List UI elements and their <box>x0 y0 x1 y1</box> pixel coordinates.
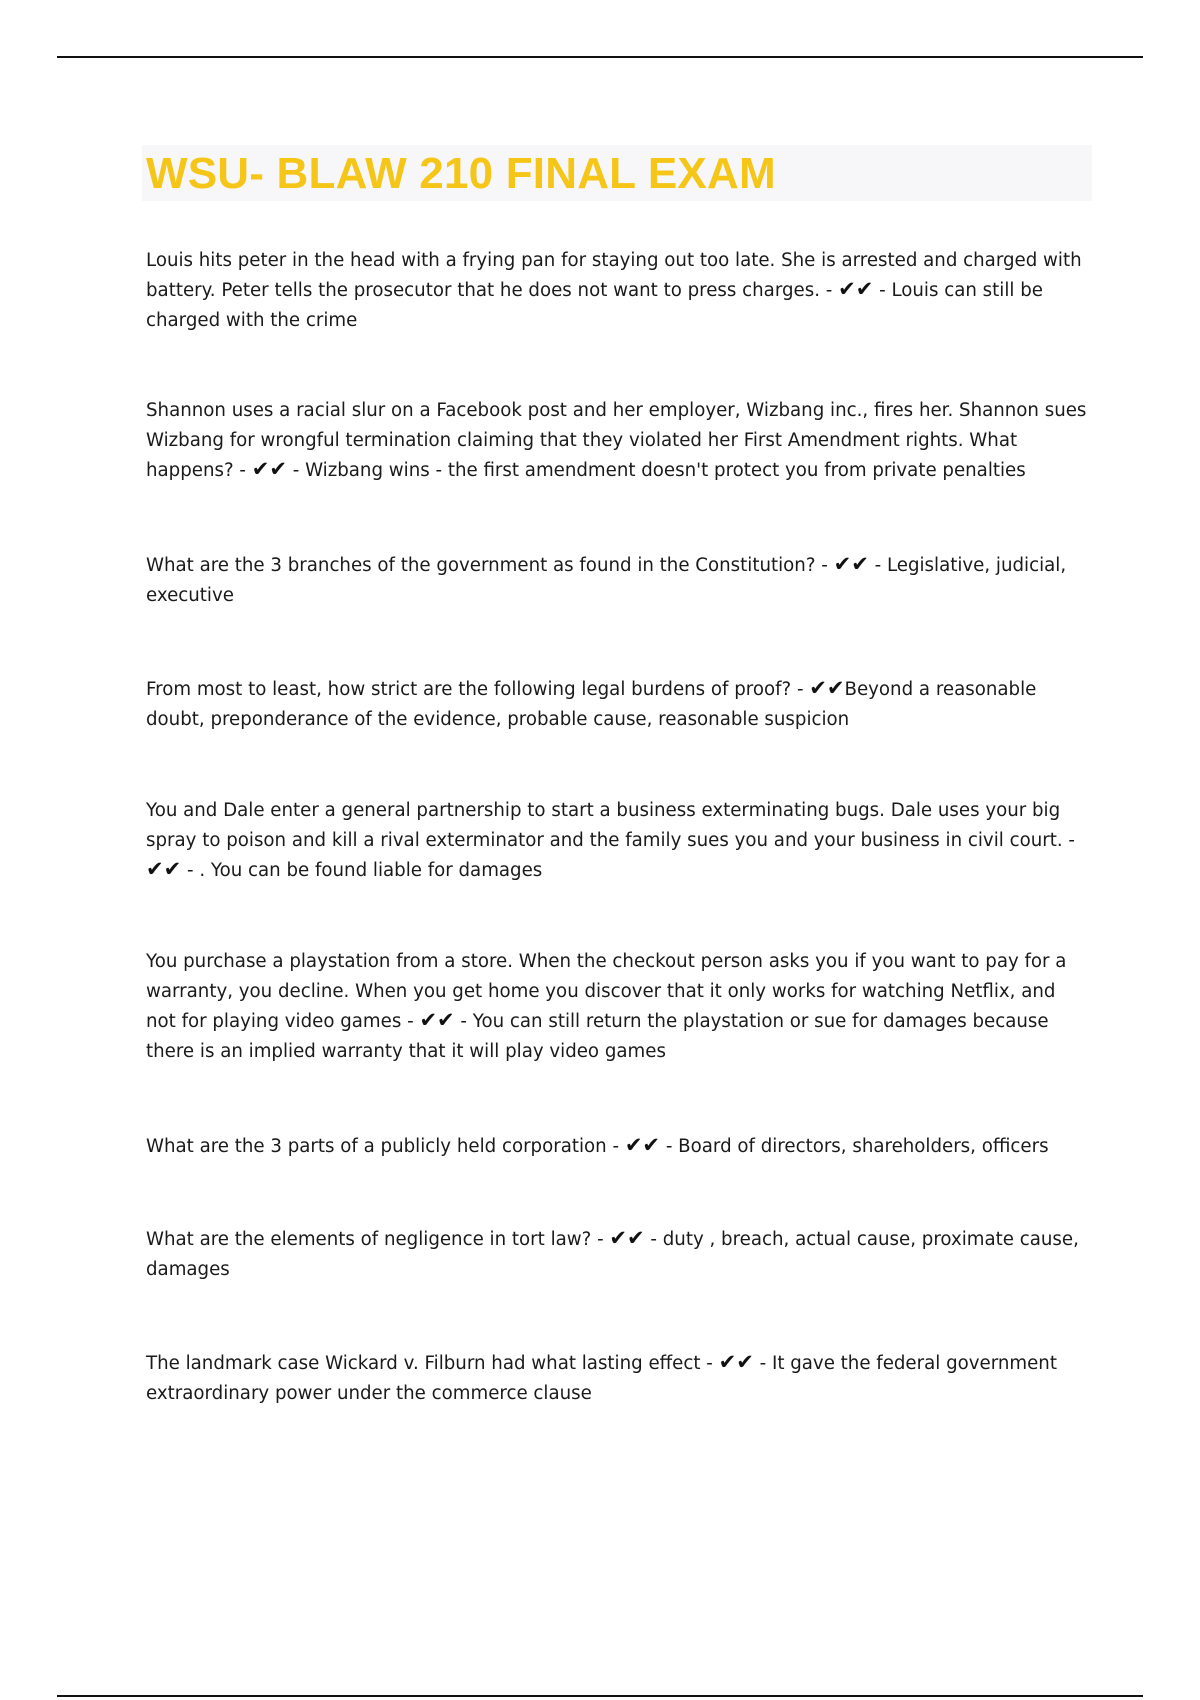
answer-text: Beyond a reasonable doubt, preponderance of the evidence, probable cause, reasonable suspicion <box>146 679 1037 730</box>
qa-item-7 <box>146 1132 1091 1162</box>
qa-item-2 <box>146 396 1091 486</box>
double-check-icon: ✔✔ <box>146 857 182 881</box>
answer-text: - You can still return the playstation or sue for damages because there is an implied warranty that it will play video games <box>146 1011 1049 1062</box>
document-title: WSU- BLAW 210 FINAL EXAM <box>146 149 776 198</box>
double-check-icon: ✔✔ <box>609 1226 645 1250</box>
double-check-icon: ✔✔ <box>718 1350 754 1374</box>
double-check-icon: ✔✔ <box>833 552 869 576</box>
question-text: You purchase a playstation from a store. When the checkout person asks you if you want to pay for a warranty, you decline. When you get home you discover that it only works for watching Netflix, and not for playing video games - <box>146 951 1067 1032</box>
question-text: What are the 3 parts of a publicly held corporation - <box>146 1136 625 1157</box>
question-text: Louis hits peter in the head with a frying pan for staying out too late. She is arrested and charged with battery. Peter tells the prosecutor that he does not want to press charges. - <box>146 250 1082 301</box>
qa-item-6 <box>146 947 1091 1067</box>
answer-text: - It gave the federal government extraordinary power under the commerce clause <box>146 1353 1057 1404</box>
qa-item-3 <box>146 551 1091 611</box>
qa-item-1 <box>146 246 1091 336</box>
bottom-rule <box>57 1695 1143 1697</box>
answer-text: - . You can be found liable for damages <box>181 860 543 881</box>
answer-text: - duty , breach, actual cause, proximate cause, damages <box>146 1229 1079 1280</box>
qa-item-4 <box>146 675 1091 735</box>
question-text: Shannon uses a racial slur on a Facebook post and her employer, Wizbang inc., fires her. Shannon sues Wizbang for wrongful termination claiming that they violated her First Amendment rights. What happens? - <box>146 400 1087 481</box>
question-text: The landmark case Wickard v. Filburn had what lasting effect - <box>146 1353 719 1374</box>
question-text: What are the elements of negligence in tort law? - <box>146 1229 610 1250</box>
double-check-icon: ✔✔ <box>624 1133 661 1157</box>
qa-item-8 <box>146 1225 1091 1285</box>
qa-item-9 <box>146 1349 1091 1409</box>
double-check-icon: ✔✔ <box>419 1008 455 1032</box>
top-rule <box>57 56 1143 58</box>
question-text: You and Dale enter a general partnership to start a business exterminating bugs. Dale uses your big spray to poison and kill a rival exterminator and the family sues you and your business in civil court. - <box>146 800 1075 851</box>
answer-text: - Legislative, judicial, executive <box>146 555 1067 606</box>
answer-text: - Louis can still be charged with the crime <box>146 280 1043 331</box>
double-check-icon: ✔✔ <box>809 676 845 700</box>
qa-item-5 <box>146 796 1091 886</box>
double-check-icon: ✔✔ <box>251 457 287 481</box>
question-text: What are the 3 branches of the government as found in the Constitution? - <box>146 555 834 576</box>
question-text: From most to least, how strict are the following legal burdens of proof? - <box>146 679 810 700</box>
answer-text: - Wizbang wins - the first amendment doesn't protect you from private penalties <box>286 460 1026 481</box>
answer-text: - Board of directors, shareholders, officers <box>660 1136 1049 1157</box>
double-check-icon: ✔✔ <box>838 277 874 301</box>
